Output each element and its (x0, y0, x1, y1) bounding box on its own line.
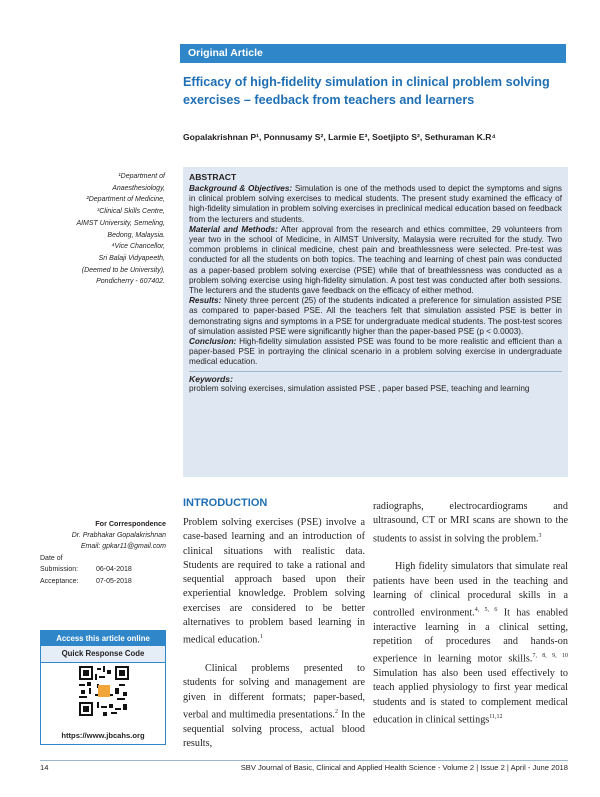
citation: 1 (259, 634, 263, 641)
journal-citation: SBV Journal of Basic, Clinical and Applied Health Science - Volume 2 | Issue 2 | April - June 2018 (240, 763, 568, 772)
submission-label: Submission: (40, 566, 79, 573)
section-banner: Original Article (180, 44, 566, 63)
acceptance-label: Acceptance: (40, 577, 79, 585)
intro-c2p2c-text: Simulation has also been used effectively to teach applied physiology to first year medical students and is stated to complement medical education in clinical settings (373, 668, 568, 726)
author-list: Gopalakrishnan P¹, Ponnusamy S², Larmie E³, Soetjipto S², Sethuraman K.R⁴ (183, 132, 496, 142)
affiliation-line: (Deemed to be University), (81, 266, 165, 274)
correspondence-name: Dr. Prabhakar Gopalakrishnan (71, 531, 166, 539)
intro-c2p2b-text: It has enabled interactive learning in a clinical setting, repetition of procedures and hands-on experience in learning motor skills. (373, 607, 569, 665)
keywords-heading: Keywords: (189, 371, 562, 384)
citation: 11,12 (489, 714, 503, 721)
intro-paragraph (373, 500, 568, 546)
citation: 4, 5, 6 (474, 607, 498, 614)
submission-row (40, 564, 166, 576)
access-title: Access this article online (41, 631, 165, 646)
affiliation-line: ³Clinical Skills Centre, (96, 208, 165, 216)
intro-paragraph (183, 516, 365, 648)
intro-column-right (373, 500, 568, 728)
abstract-methods (189, 225, 562, 296)
citation: 3 (538, 532, 542, 539)
citation: 7, 8, 9, 10 (532, 653, 569, 660)
abstract-box (183, 167, 568, 477)
intro-p2b-text: In the sequential solving process, actual blood results, (183, 709, 365, 749)
conclusion-text: High-fidelity simulation assisted PSE was found to be more realistic and efficient than a paper-based PSE in portraying the clinical scenario in a problem solving exercise in undergraduate medical education. (189, 337, 562, 367)
intro-paragraph (183, 662, 365, 751)
acceptance-row (40, 576, 166, 588)
correspondence-block (40, 518, 166, 587)
intro-c2p1-text: radiographs, electrocardiograms and ultrasound, CT or MRI scans are shown to the students to assist in solving the problem. (373, 501, 568, 544)
citation: 2 (334, 708, 338, 715)
intro-c2p2a-text: High fidelity simulators that simulate real patients have been used in the teaching and learning of clinical procedural skills in a controlled environment. (373, 561, 568, 619)
access-box (40, 630, 166, 745)
background-label: Background & Objectives: (189, 184, 293, 193)
methods-label: Material and Methods: (189, 224, 278, 234)
affiliation-line: ¹Department of (118, 173, 165, 180)
page-number: 14 (40, 763, 49, 772)
results-text: Ninety three percent (25) of the students indicated a preference for simulation assisted PSE as compared to paper-based PSE. All the teachers felt that simulation assisted PSE is better in demonstrating signs and symptoms in a PSE for undergraduate medical students. The post-test scores of simulation assisted PSE were significantly higher than the paper-based PSE (p < 0.0003). (189, 296, 562, 336)
affiliation-line: Bedong, Malaysia. (107, 231, 165, 239)
keywords-text: problem solving exercises, simulation assisted PSE , paper based PSE, teaching and learning (189, 383, 530, 393)
conclusion-label: Conclusion: (189, 337, 237, 347)
introduction-heading: INTRODUCTION (183, 497, 268, 509)
acceptance-date: 07-05-2018 (96, 577, 132, 585)
correspondence-email[interactable]: Email: gpkar11@gmail.com (80, 543, 166, 550)
affiliation-line: ⁴Vice Chancellor, (111, 243, 165, 251)
abstract-background (189, 184, 562, 225)
abstract-heading: ABSTRACT (189, 172, 237, 182)
intro-p2-text: Clinical problems presented to students for solving and management are given in different formats; paper-based, verbal and multimedia presentations. (183, 663, 365, 721)
submission-date: 06-04-2018 (96, 566, 132, 573)
affiliation-line: ²Department of Medicine, (86, 196, 165, 204)
affiliations (40, 171, 165, 288)
intro-p1-text: Problem solving exercises (PSE) involve a case-based learning and an introduction of clinical situations with realistic data. Students are required to take a rational and sequential approach based upon their experiential knowledge. Problem solving exercises are considered to be better alternatives to problem based learning in medical education. (183, 517, 365, 646)
date-label: Date of (40, 554, 63, 562)
qr-code-icon[interactable] (79, 666, 129, 716)
article-title: Efficacy of high-fidelity simulation in clinical problem solving exercises – feedback from teachers and learners (183, 75, 550, 107)
affiliation-line: AIMST University, Semeling, (76, 219, 165, 227)
abstract-results (189, 296, 562, 337)
results-label: Results: (189, 296, 222, 306)
abstract-conclusion (189, 337, 562, 368)
journal-url[interactable]: https://www.jbcahs.org (61, 731, 145, 740)
affiliation-line: Pondicherry - 607402. (96, 278, 165, 286)
affiliation-line: Sri Balaji Vidyapeeth, (98, 254, 165, 262)
background-text: Simulation is one of the methods used to depict the symptoms and signs in clinical problem solving exercises to medical students. The present study examined the efficacy of high-fidelity simulation in problem solving exercises in preclinical medical education based on feedback from the lecturers and students. (189, 184, 562, 224)
affiliation-line: Anaesthesiology, (112, 184, 165, 192)
correspondence-heading: For Correspondence (95, 519, 166, 528)
methods-text: After approval from the research and ethics committee, 29 volunteers from year two in the school of Medicine, in AIMST University, Malaysia were recruited for the study. Two common problems in clinical medicine, chest pain and breathlessness were selected. Pre-test was conducted for all the students on both topics. The teaching and learning of chest pain was conducted as a paper-based problem solving exercise (PSE) while that of breathlessness was conducted as a problem solving exercise using high-fidelity simulation. A post test was conducted after both sessions. The lecturers and the students gave feedback on the efficacy of either method. (189, 224, 563, 296)
intro-paragraph (373, 560, 568, 727)
qr-label: Quick Response Code (41, 646, 165, 663)
footer-divider (40, 760, 568, 761)
intro-column-left (183, 516, 365, 751)
